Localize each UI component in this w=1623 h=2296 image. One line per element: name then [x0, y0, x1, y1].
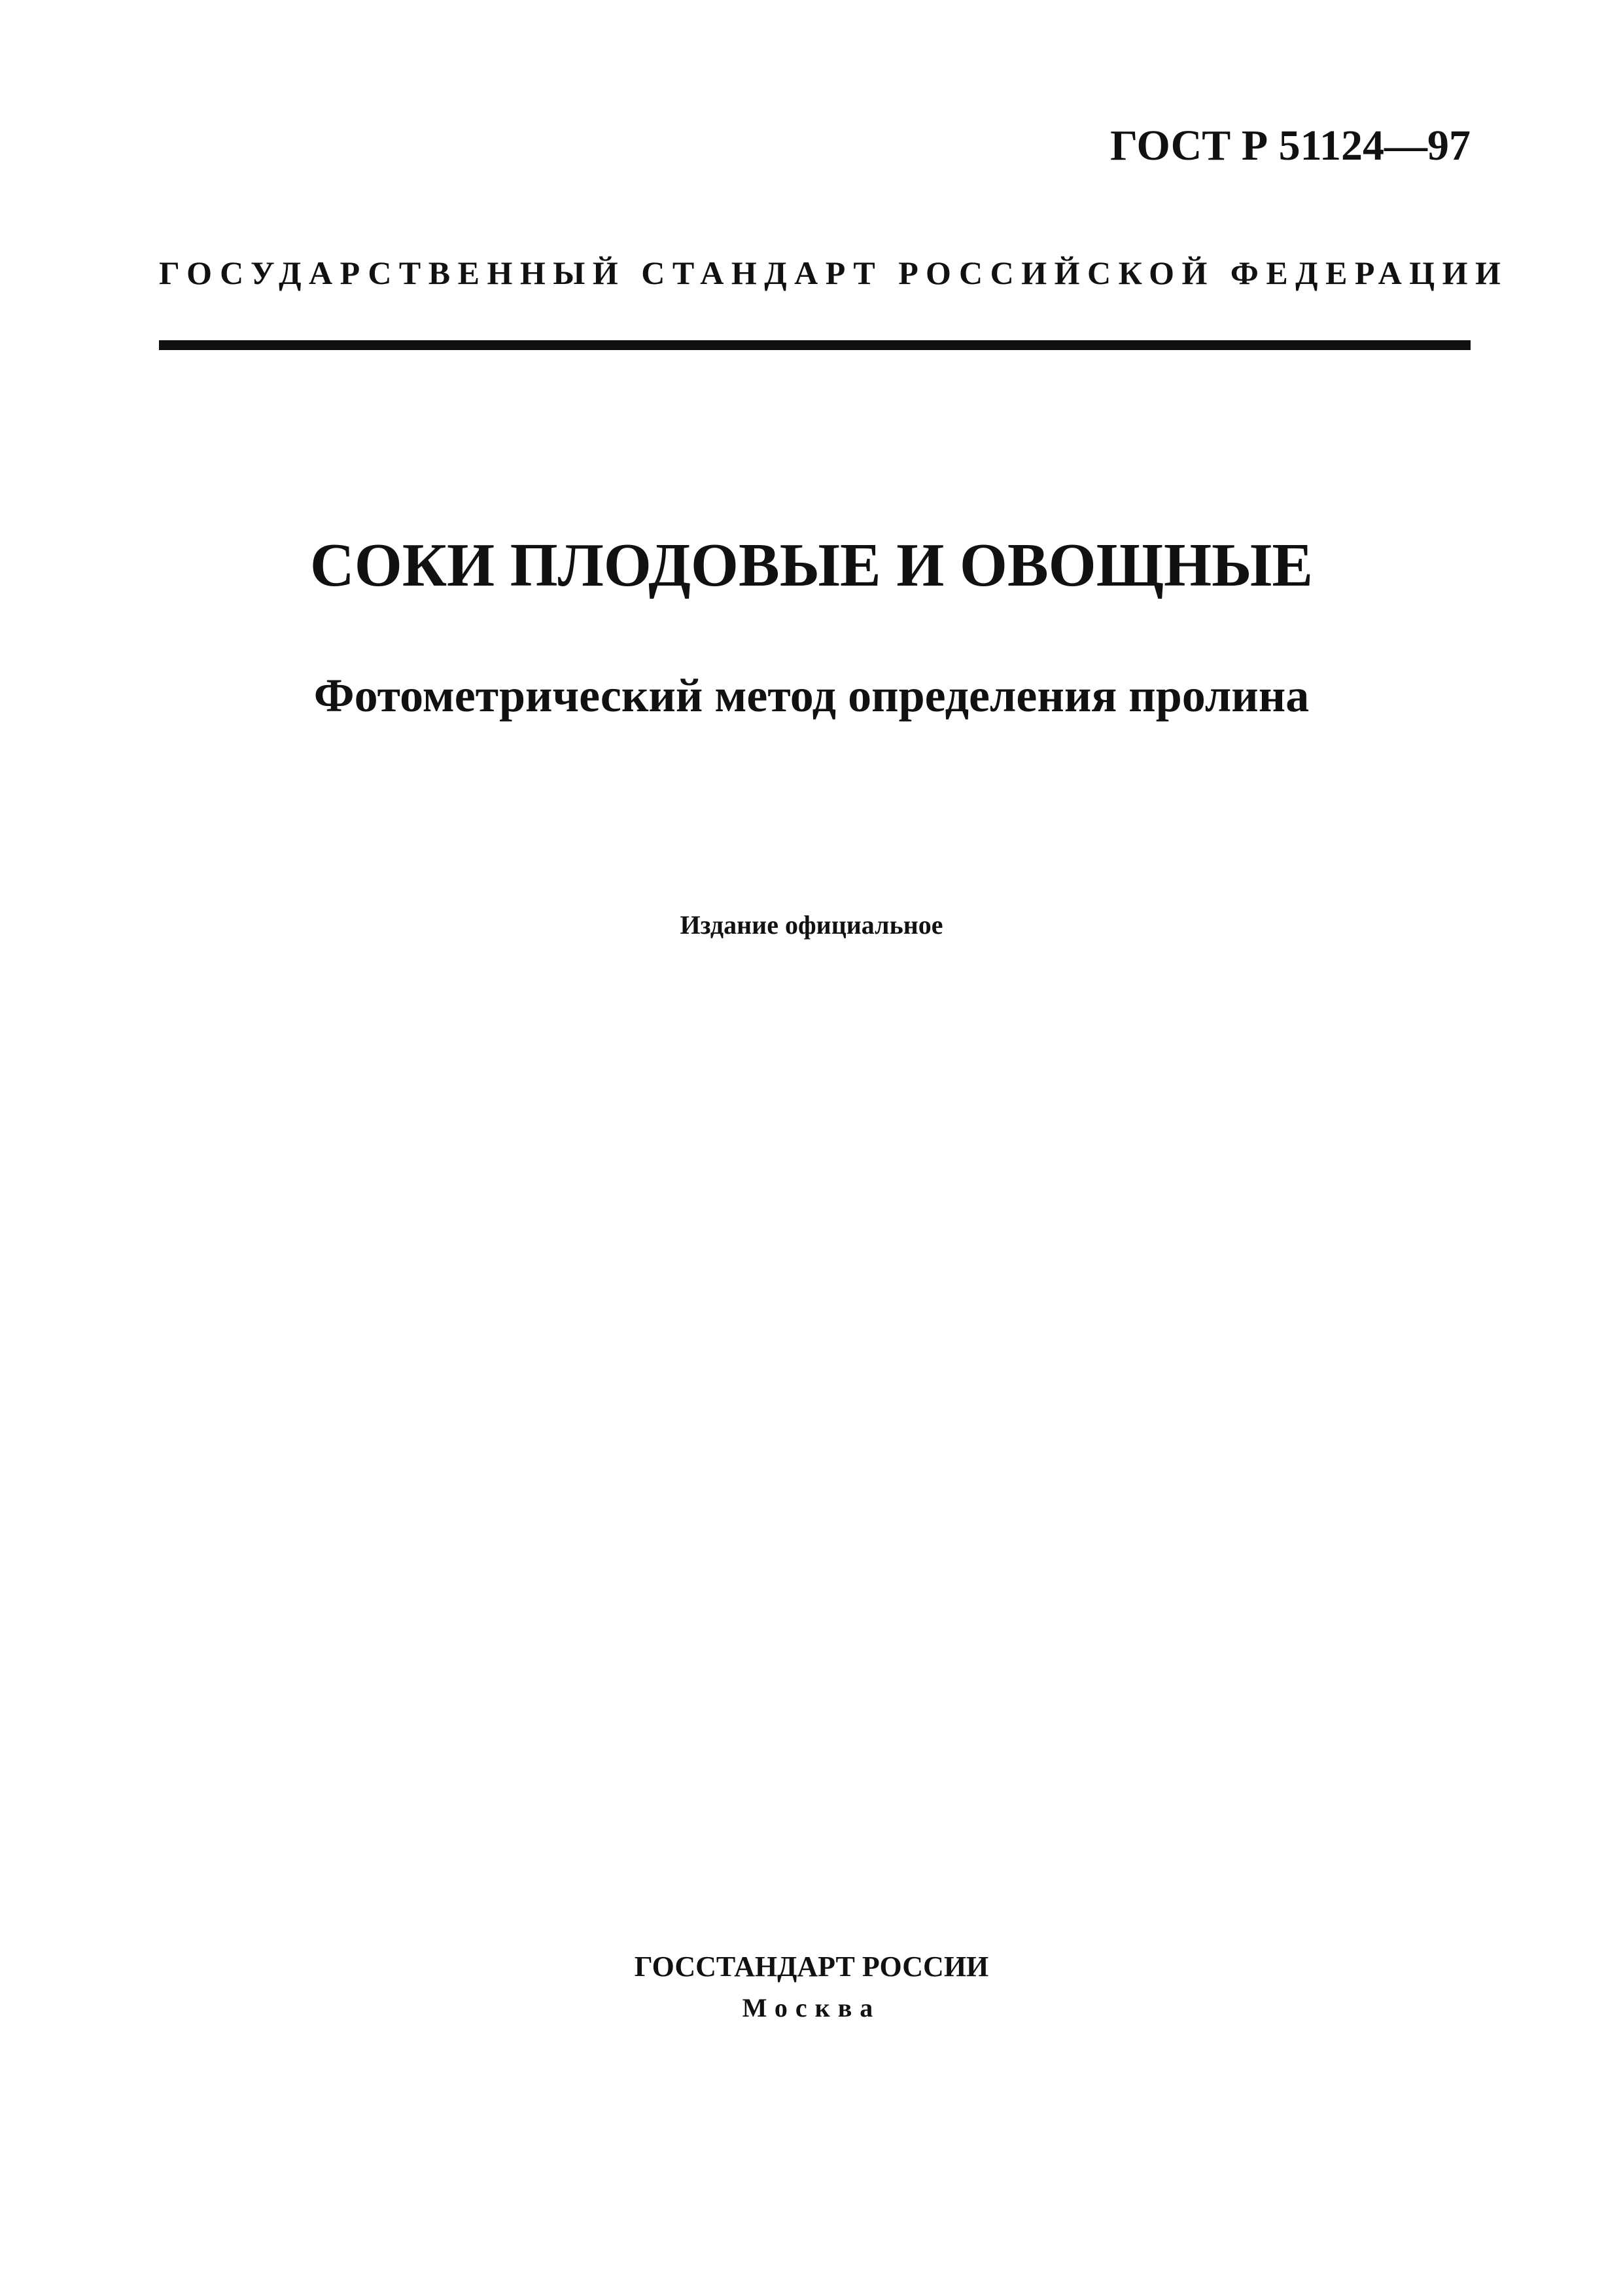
- standard-header: ГОСУДАРСТВЕННЫЙ СТАНДАРТ РОССИЙСКОЙ ФЕДЕРАЦИИ: [159, 255, 1509, 291]
- document-number: ГОСТ Р 51124—97: [1110, 122, 1471, 169]
- page-title: СОКИ ПЛОДОВЫЕ И ОВОЩНЫЕ: [309, 531, 1314, 599]
- header-rule: [159, 340, 1471, 350]
- page-subtitle: Фотометрический метод определения пролина: [313, 669, 1310, 722]
- edition-note: Издание официальное: [680, 910, 943, 940]
- publication-city: Москва: [742, 1993, 881, 2022]
- publisher: ГОССТАНДАРТ РОССИИ: [634, 1951, 989, 1983]
